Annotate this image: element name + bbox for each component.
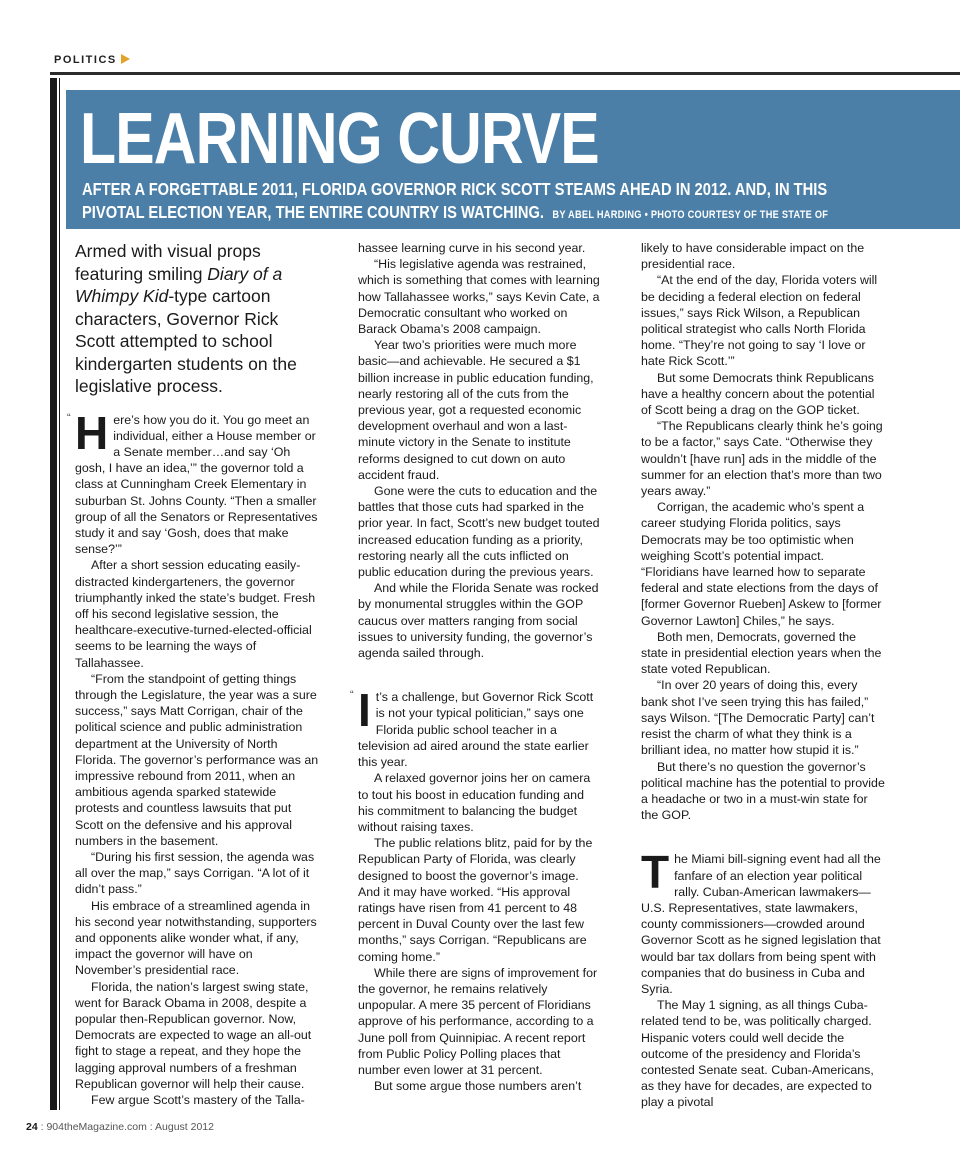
- paragraph: “His legislative agenda was restrained, which is something that comes with learning how Tallahassee works,” says Kevin Cate, a Democratic consultant who worked on Barack Obama’s 2008 campaign.: [358, 257, 600, 337]
- article-column-1: [67, 240, 319, 1108]
- paragraph: While there are signs of improvement for the governor, he remains relatively unpopular. A mere 35 percent of Floridians approve of his performance, according to a June poll from Quinnipiac. A recent report from Public Policy Polling places that number even lower at 31 percent.: [358, 965, 598, 1077]
- drop-cap: H: [75, 406, 109, 459]
- article-subheadline: [82, 178, 838, 229]
- paragraph: “In over 20 years of doing this, every bank shot I’ve seen trying this has failed,” says Wilson. “[The Democratic Party] can’t resist the charm of what they think is a brilliant idea, no matter how stupid it is.”: [641, 678, 875, 758]
- article-headline: LEARNING CURVE: [80, 99, 599, 179]
- book-title: Diary of a Whimpy Kid: [75, 263, 283, 306]
- paragraph: The May 1 signing, as all things Cuba-related tend to be, was politically charged. Hispanic voters could well decide the outcome of the presidency and Florida’s contested Senate seat. Cuban-Americans, as they have for decades, are expected to play a pivotal: [641, 998, 874, 1110]
- drop-cap: I: [358, 684, 371, 737]
- paragraph: His embrace of a streamlined agenda in his second year notwithstanding, supporters and opponents alike wonder what, if any, impact the governor will have on November’s presidential race.: [75, 898, 317, 978]
- paragraph: hassee learning curve in his second year.: [358, 241, 586, 255]
- paragraph: “ I t’s a challenge, but Governor Rick Scott is not your typical politician,” says one Florida public school teacher in a television ad aired around the state earlier this year.: [350, 684, 594, 770]
- section-break: [641, 823, 885, 843]
- paragraph: Corrigan, the academic who’s spent a career studying Florida politics, says Democrats may be too optimistic when weighing Scott’s potential impact. “Floridians have learned how to separate federal and state elections from the days of [former Governor Rueben] Askew to [former Governor Lawton] Chiles,” he says.: [641, 500, 882, 628]
- section-label-text: POLITICS: [54, 54, 117, 66]
- section-label: [54, 54, 130, 66]
- paragraph: Gone were the cuts to education and the battles that those cuts had sparked in the prior year. In fact, Scott’s new budget touted increased education funding as a priority, restoring nearly all the cuts inflicted on public education during the previous years.: [358, 484, 600, 580]
- paragraph: likely to have considerable impact on the presidential race.: [641, 241, 865, 272]
- paragraph: But some Democrats think Republicans have a healthy concern about the potential of Scott being a drag on the GOP ticket.: [641, 370, 875, 418]
- paragraph: After a short session educating easily-distracted kindergarteners, the governor triumphantly inked the state’s budget. Fresh off his second legislative session, the healthcare-executive-turned-elected-official seems to be learning the ways of Tallahassee.: [75, 558, 316, 670]
- byline: BY ABEL HARDING • PHOTO COURTESY OF THE STATE OF: [552, 209, 829, 221]
- quote-mark: “: [350, 689, 354, 702]
- page-footer: [26, 1121, 214, 1133]
- paragraph: “From the standpoint of getting things through the Legislature, the year was a sure success,” says Matt Corrigan, chair of the political science and public administration department at the University of North Florida. The governor’s performance was an impressive rebound from 2011, when an ambitious agenda sparked statewide protests and countless lawsuits that put Scott on the defensive and his approval numbers in the basement.: [75, 671, 319, 848]
- paragraph: But there’s no question the governor’s political machine has the potential to provide a headache or two in a must-win state for the GOP.: [641, 759, 885, 823]
- paragraph: T he Miami bill-signing event had all the fanfare of an election year political rally. Cuban-American lawmakers—U.S. Representatives, state lawmakers, county commissioners—crowded around Governor Scott as he signed legislation that would bar tax dollars from being spent with companies that do business in Cuba and Syria.: [641, 846, 881, 996]
- header-rule: [50, 72, 960, 75]
- paragraph: Few argue Scott’s mastery of the Talla-: [91, 1093, 305, 1108]
- footer-text: : 904theMagazine.com : August 2012: [37, 1121, 214, 1133]
- paragraph: “At the end of the day, Florida voters will be deciding a federal election on federal issues,” says Rick Wilson, a Republican political strategist who calls North Florida home. “They’re not going to say ‘I love or hate Rick Scott.’”: [641, 273, 878, 369]
- paragraph: “The Republicans clearly think he’s going to be a factor,” says Cate. “Otherwise they wouldn’t [have run] ads in the middle of the summer for an election that’s more than two years away.”: [641, 419, 883, 499]
- paragraph: A relaxed governor joins her on camera to tout his boost in education funding and his commitment to balancing the budget without raising taxes.: [358, 771, 591, 834]
- paragraph: The public relations blitz, paid for by the Republican Party of Florida, was clearly designed to boost the governor’s image. And it may have worked. “His approval ratings have risen from 41 percent to 48 percent in Duval County over the last few months,” says Corrigan. “Republicans are coming home.”: [358, 836, 593, 964]
- paragraph: Year two’s priorities were much more basic—and achievable. He secured a $1 billion increase in public education funding, nearly restoring all of the cuts from the previous year, got a requested economic development overhaul and won a last-minute victory in the Senate to institute reforms designed to cut down on auto accident fraud.: [358, 338, 594, 482]
- paragraph: And while the Florida Senate was rocked by monumental struggles within the GOP caucus over matters ranging from social issues to university funding, the governor’s agenda sailed through.: [358, 581, 599, 661]
- left-border-bar: [50, 78, 57, 1110]
- paragraph: Both men, Democrats, governed the state in presidential election years when the state voted Republican.: [641, 629, 882, 677]
- page-number: 24: [26, 1121, 38, 1133]
- drop-cap: T: [641, 846, 670, 899]
- triangle-arrow-icon: [121, 54, 130, 64]
- article-column-3: [641, 240, 885, 1111]
- left-border-line: [59, 78, 60, 1110]
- quote-mark: “: [67, 411, 71, 424]
- headline-banner: [66, 90, 960, 229]
- paragraph: Florida, the nation’s largest swing state, went for Barack Obama in 2008, despite a popular then-Republican governor. Now, Democrats are expected to wage an all-out fight to stage a repeat, and they hope the lagging approval numbers of a freshman Republican governor will help their cause.: [75, 979, 312, 1091]
- paragraph: “During his first session, the agenda was all over the map,” says Corrigan. “A lot of it didn’t pass.”: [75, 849, 315, 897]
- article-column-2: [350, 240, 600, 1094]
- article-deck: Armed with visual props featuring smiling Diary of a Whimpy Kid-type cartoon characters, Governor Rick Scott attempted to school kindergarten students on the legislative process.: [75, 241, 297, 396]
- paragraph: But some argue those numbers aren’t: [374, 1079, 582, 1094]
- paragraph: “ H ere’s how you do it. You go meet an individual, either a House member or a Senate member…and say ‘Oh gosh, I have an idea,’” the governor told a class at Cunningham Creek Elementary in suburban St. Johns County. “Then a smaller group of all the Senators or Representatives study it and say ‘Gosh, does that make sense?’”: [67, 406, 318, 557]
- section-break: [358, 661, 600, 681]
- subheadline-text: AFTER A FORGETTABLE 2011, FLORIDA GOVERNOR RICK SCOTT STEAMS AHEAD IN 2012. AND, IN THIS PIVOTAL ELECTION YEAR, THE ENTIRE COUNTRY IS WATCHING.: [82, 179, 828, 222]
